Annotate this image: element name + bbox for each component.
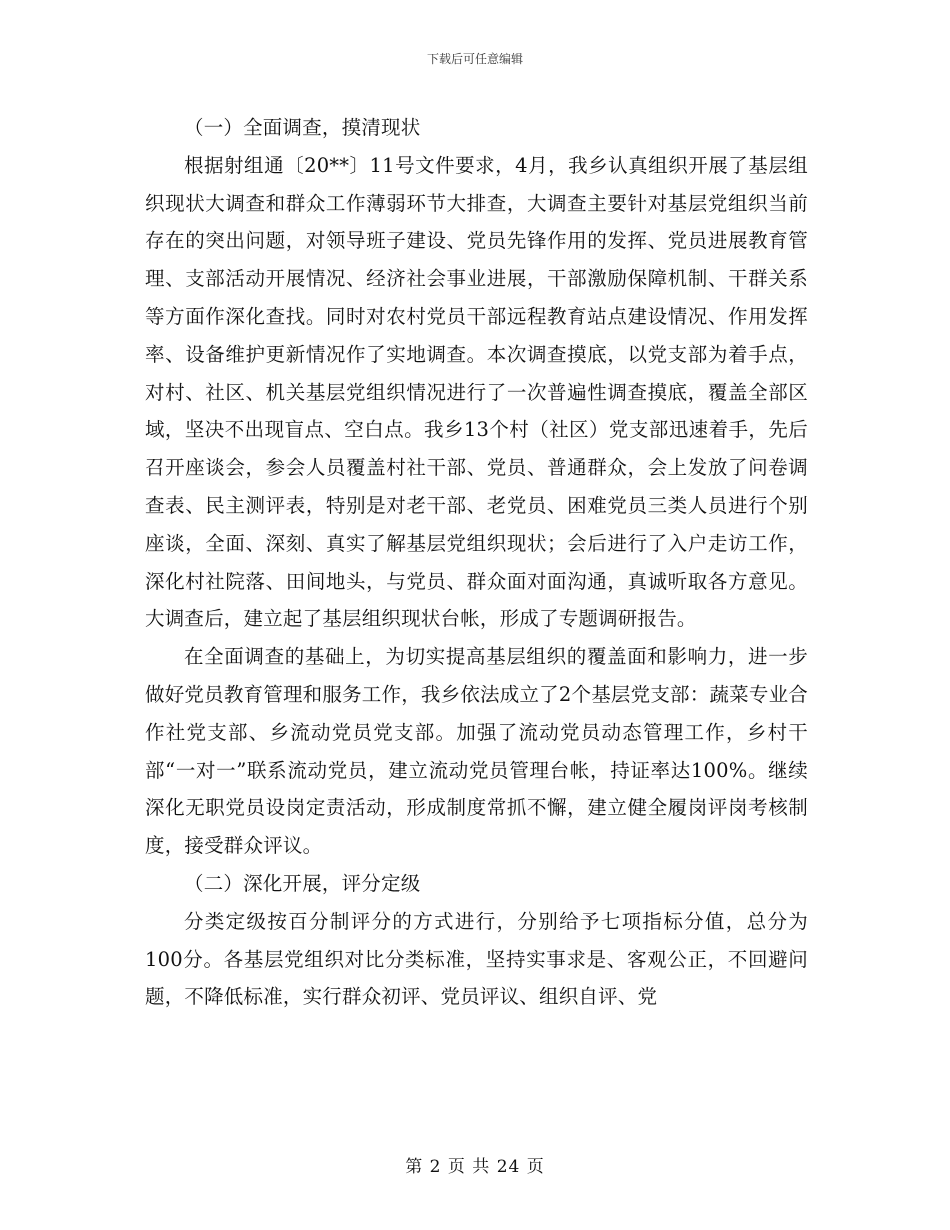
paragraph-3: 分类定级按百分制评分的方式进行，分别给予七项指标分值，总分为100分。各基层党组织对比分类标准，坚持实事求是、客观公正，不回避问题，不降低标准，实行群众初评、党员评议、组织自评、党	[145, 909, 808, 1009]
paragraph-1: 根据射组通〔20**〕11号文件要求，4月，我乡认真组织开展了基层组织现状大调查和群众工作薄弱环节大排查，大调查主要针对基层党组织当前存在的突出问题，对领导班子建设、党员先锋作用的发挥、党员进展教育管理、支部活动开展情况、经济社会事业进展，干部激励保障机制、干群关系等方面作深化查找。同时对农村党员干部远程教育站点建设情况、作用发挥率、设备维护更新情况作了实地调查。本次调查摸底，以党支部为着手点，对村、社区、机关基层党组织情况进行了一次普遍性调查摸底，覆盖全部区域，坚决不出现盲点、空白点。我乡13个村（社区）党支部迅速着手，先后召开座谈会，参会人员覆盖村社干部、党员、普通群众，会上发放了问卷调查表、民主测评表，特别是对老干部、老党员、困难党员三类人员进行个别座谈，全面、深刻、真实了解基层党组织现状；会后进行了入户走访工作，深化村社院落、田间地头，与党员、群众面对面沟通，真诚听取各方意见。大调查后，建立起了基层组织现状台帐，形成了专题调研报告。	[145, 153, 808, 631]
paragraph-2: 在全面调查的基础上，为切实提高基层组织的覆盖面和影响力，进一步做好党员教育管理和服务工作，我乡依法成立了2个基层党支部：蔬菜专业合作社党支部、乡流动党员党支部。加强了流动党员动态管理工作，乡村干部“一对一”联系流动党员，建立流动党员管理台帐，持证率达100%。继续深化无职党员设岗定责活动，形成制度常抓不懈，建立健全履岗评岗考核制度，接受群众评议。	[145, 645, 808, 858]
section-heading-1: （一）全面调查，摸清现状	[184, 116, 421, 139]
page-number-footer: 第 2 页 共 24 页	[405, 1157, 545, 1177]
section-heading-2: （二）深化开展，评分定级	[184, 871, 421, 895]
page-header: 下载后可任意编辑	[426, 52, 523, 66]
document-body	[145, 109, 808, 1016]
